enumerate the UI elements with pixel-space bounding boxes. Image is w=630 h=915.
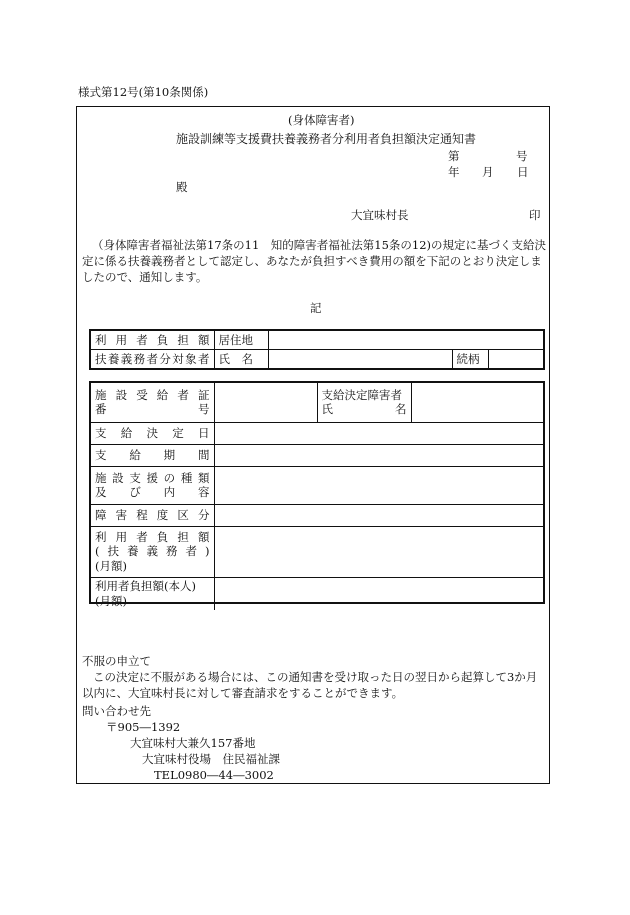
addressee-suffix: 殿 xyxy=(176,180,188,194)
number-prefix: 第 xyxy=(448,149,460,163)
support-type-line2: 及び内容 xyxy=(95,485,210,499)
issuer-name: 大宜味村長 xyxy=(351,208,409,222)
body-line-3: したので、通知します。 xyxy=(82,270,208,284)
name-value xyxy=(268,350,452,369)
self-burden-line2: (月額) xyxy=(95,593,127,608)
seal-mark: 印 xyxy=(529,208,541,222)
decision-date-label: 支給決定日 xyxy=(91,422,214,444)
self-burden-value xyxy=(214,577,543,610)
disabled-person-header-line1: 支給決定障害者 xyxy=(321,387,402,402)
self-burden-line1: 利用者負担額(本人) xyxy=(95,579,196,594)
relation-value xyxy=(488,350,543,369)
burden-value xyxy=(214,526,543,577)
support-type-header xyxy=(91,466,214,504)
form-number-label: 様式第12号(第10条関係) xyxy=(78,85,209,99)
number-suffix: 号 xyxy=(516,149,528,163)
disabled-person-header-right: 名 xyxy=(395,402,407,417)
cert-number-header xyxy=(91,383,214,422)
cert-number-value xyxy=(214,383,317,422)
document-title: 施設訓練等支援費扶養義務者分利用者負担額決定通知書 xyxy=(176,132,477,146)
disabled-person-value xyxy=(411,383,543,422)
support-type-value xyxy=(214,466,543,504)
objection-line-1: この決定に不服がある場合には、この通知書を受け取った日の翌日から起算して3か月 xyxy=(93,670,538,684)
degree-value xyxy=(214,504,543,526)
degree-label: 障害程度区分 xyxy=(91,504,214,526)
cert-number-header-line1: 施設受給者証 xyxy=(95,387,210,402)
category-label: (身体障害者) xyxy=(288,113,355,127)
period-value xyxy=(214,444,543,466)
burden-target-header-line1: 利用者負担額 xyxy=(91,331,214,350)
cert-number-header-left: 番 xyxy=(95,402,107,417)
contact-postal: 〒905―1392 xyxy=(106,720,181,734)
date-day: 日 xyxy=(517,165,529,179)
cert-number-header-right: 号 xyxy=(198,402,210,417)
ki-mark: 記 xyxy=(310,301,322,315)
relation-label: 続柄 xyxy=(452,350,488,369)
recipient-table xyxy=(89,329,545,370)
body-line-1: （身体障害者福祉法第17条の11 知的障害者福祉法第15条の12)の規定に基づく支給決 xyxy=(92,238,547,252)
period-label: 支給期間 xyxy=(91,444,214,466)
self-burden-header xyxy=(91,577,214,610)
burden-target-header-line2: 扶養義務者分対象者 xyxy=(91,350,214,369)
benefit-table xyxy=(89,381,545,608)
contact-heading: 問い合わせ先 xyxy=(82,704,151,718)
burden-line2: (扶養義務者) xyxy=(95,544,210,559)
contact-address: 大宜味村大兼久157番地 xyxy=(130,736,256,750)
burden-header xyxy=(91,526,214,577)
contact-office: 大宜味村役場 住民福祉課 xyxy=(142,752,280,766)
objection-heading: 不服の申立て xyxy=(82,654,151,668)
name-label: 氏 名 xyxy=(214,350,268,369)
address-value xyxy=(268,331,543,350)
burden-line1: 利用者負担額 xyxy=(95,529,210,544)
body-line-2: 定に係る扶養義務者として認定し、あなたが負担すべき費用の額を下記のとおり決定しま xyxy=(82,254,542,268)
address-label: 居住地 xyxy=(214,331,268,350)
contact-tel: TEL0980―44―3002 xyxy=(154,768,274,782)
date-year: 年 xyxy=(448,165,460,179)
support-type-line1: 施設支援の種類 xyxy=(95,470,210,485)
disabled-person-header-left: 氏 xyxy=(321,402,333,417)
disabled-person-header xyxy=(317,383,411,422)
date-month: 月 xyxy=(482,165,494,179)
objection-line-2: 以内に、大宜味村長に対して審査請求をすることができます。 xyxy=(82,686,404,700)
burden-line3: (月額) xyxy=(95,558,127,573)
decision-date-value xyxy=(214,422,543,444)
